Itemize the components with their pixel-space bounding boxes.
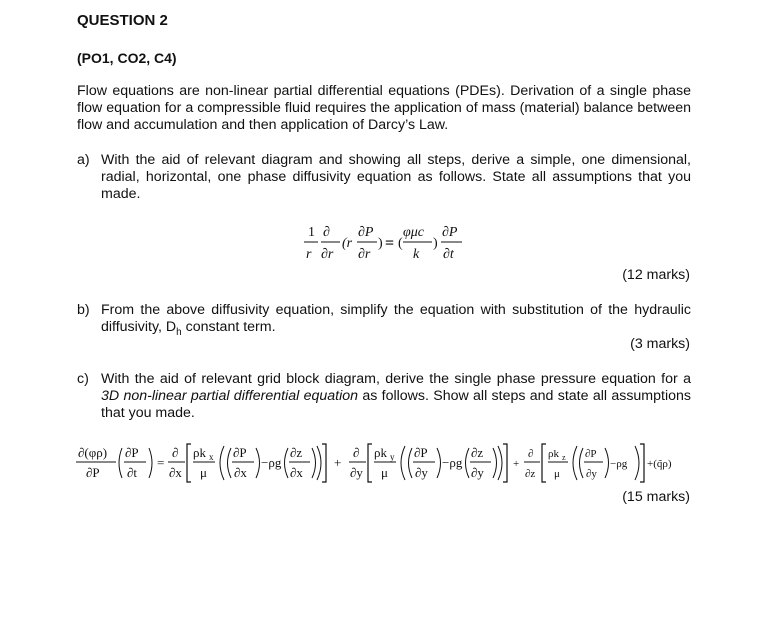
eq2-dP-x: ∂P [233,445,247,460]
eq1-paren-close: ) [433,236,438,251]
eq1-lhs-den: r [306,247,312,262]
eq2-d-y: ∂ [353,445,360,460]
eq2-dx: ∂x [169,465,182,480]
part-b-marks: (3 marks) [630,336,690,352]
eq2-rhog-z: −ρg [610,458,628,470]
eq2-paren-z-inner-close [605,448,609,478]
part-b-text-before: From the above diffusivity equation, simplify the equation with substitution of the hydraulic diffusivity, D [101,302,691,335]
eq2-paren-1-open [119,448,122,478]
eq2-mu-x: μ [200,465,207,480]
eq2-rhog-x: −ρg [261,455,282,470]
part-c-text [101,371,691,422]
part-b-text-after: constant term. [181,319,276,335]
eq2-dy-2: ∂y [415,465,428,480]
eq2-dzv: ∂z [525,468,536,480]
question-title: QUESTION 2 [77,12,168,29]
eq2-kx-sub: x [209,452,214,462]
eq2-paren-x-inner-open [228,448,232,478]
eq2-paren-xz-close [312,448,316,478]
eq1-paren-open: ( [398,236,403,251]
eq1-dP-2: ∂P [442,225,458,240]
eq2-dx-2: ∂x [234,465,247,480]
eq1-dP: ∂P [358,225,374,240]
eq2-rhokx: ρk [193,445,206,460]
eq2-paren-x-inner-close [256,448,260,478]
eq2-plus-2: + [513,458,520,470]
eq1-dr: ∂r [321,247,334,262]
eq1-coef-num: φμc [403,225,424,240]
eq1-dr-2: ∂r [358,247,371,262]
part-c-marks: (15 marks) [622,489,690,505]
part-a-text: With the aid of relevant diagram and showing all steps, derive a simple, one dimensional, radial, horizontal, one phase diffusivity equation as follows. State all assumptions that you made. [101,152,691,202]
eq2-d-z: ∂ [528,448,534,460]
part-a-marks: (12 marks) [622,267,690,283]
part-b-text [101,302,691,341]
eq1-close: ) [378,236,383,251]
eq1-d: ∂ [323,225,330,240]
eq2-bracket-x-close [322,444,326,482]
eq2-paren-x-outer-open [220,446,224,480]
eq1-dt: ∂t [443,247,454,262]
eq2-dx-3: ∂x [290,465,303,480]
eq2-plus-1: + [334,455,342,470]
eq2-paren-y-outer-close [498,446,502,480]
eq2-paren-yz-open [466,448,470,478]
eq2-paren-y-inner-close [437,448,441,478]
eq2-lhs-num: ∂(φρ) [78,445,108,460]
eq2-bracket-y-open [368,444,372,482]
eq2-mu-z: μ [554,468,560,480]
eq2-bracket-y-close [503,444,507,482]
part-c-text-italic: 3D non-linear partial differential equation [101,388,359,404]
eq2-rhokz: ρk [548,448,559,460]
eq2-lhs-den: ∂P [86,465,100,480]
eq2-paren-z-inner-open [580,448,584,478]
part-c-label: c) [77,371,89,387]
eq2-paren-z-outer-close [635,446,639,480]
eq2-rhoky: ρk [374,445,387,460]
eq1-equals: = [385,235,395,252]
pressure-equation [72,440,702,490]
eq1-lhs-num: 1 [308,225,315,240]
eq2-paren-xz-open [285,448,289,478]
eq2-equals: = [157,455,165,470]
eq2-d-x: ∂ [172,445,179,460]
eq1-open: (r [342,236,353,251]
part-a-label: a) [77,152,90,168]
eq2-dP-y: ∂P [414,445,428,460]
eq2-dz-x: ∂z [290,445,303,460]
part-b-label: b) [77,302,90,318]
eq2-bracket-z-close [640,444,644,482]
part-c-text-before: With the aid of relevant grid block diagram, derive the single phase pressure equation for a [101,371,691,387]
eq2-bracket-z-open [542,444,546,482]
eq2-paren-yz-close [493,448,497,478]
part-c-text-after: as follows. Show all steps and state all assumptions that you made. [101,388,691,421]
part-b-subscript: h [176,326,182,338]
eq2-kz-sub: z [562,453,566,462]
question-outcomes: (PO1, CO2, C4) [77,50,177,66]
diffusivity-equation [300,222,480,272]
eq1-coef-den: k [413,247,420,262]
eq2-source: +(q̃ρ) [647,458,672,470]
eq2-rhog-y: −ρg [442,455,463,470]
eq2-paren-x-outer-close [317,446,321,480]
eq2-paren-z-outer-open [573,446,577,480]
eq2-dP-z: ∂P [585,448,597,460]
eq2-dz-y: ∂z [471,445,484,460]
eq2-mu-y: μ [381,465,388,480]
eq2-ky-sub: y [390,452,395,462]
eq2-paren-1-close [149,448,152,478]
eq2-paren-y-outer-open [401,446,405,480]
question-intro: Flow equations are non-linear partial differential equations (PDEs). Derivation of a single phase flow equation for a compressible fluid requires the application of mass (material) balance between flow and accumulation and then application of Darcy’s Law. [77,83,691,133]
eq2-dy: ∂y [350,465,363,480]
eq2-paren-y-inner-open [409,448,413,478]
eq2-bracket-x-open [187,444,191,482]
eq2-dy-4: ∂y [586,468,597,480]
eq2-dP: ∂P [125,445,139,460]
eq2-dt: ∂t [127,465,138,480]
eq2-dy-3: ∂y [471,465,484,480]
